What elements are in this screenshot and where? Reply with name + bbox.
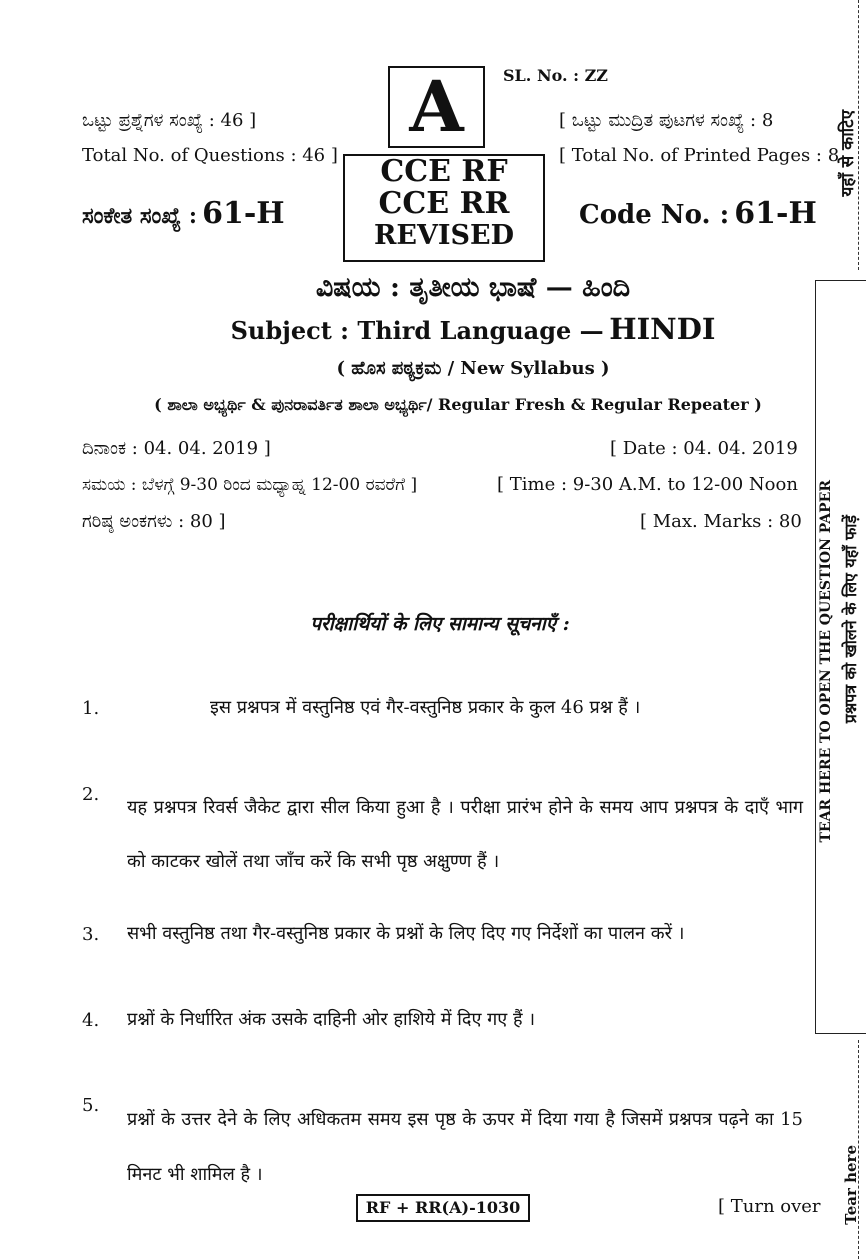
series-letter-box: A bbox=[388, 66, 485, 148]
questions-count-english: Total No. of Questions : 46 ] bbox=[82, 145, 338, 166]
tear-here-label: Tear here bbox=[842, 1145, 860, 1225]
instruction-number: 4. bbox=[82, 1010, 100, 1031]
code-number-english bbox=[579, 196, 817, 231]
instructions-heading: परीक्षार्थियों के लिए सामान्य सूचनाएँ : bbox=[310, 613, 570, 635]
instruction-number: 2. bbox=[82, 784, 100, 805]
subject-english bbox=[0, 312, 866, 346]
turn-over-label: [ Turn over bbox=[718, 1196, 821, 1217]
cut-here-label: यहाँ से काटिए bbox=[838, 110, 858, 197]
date-english: [ Date : 04. 04. 2019 bbox=[610, 438, 798, 459]
code-number-kannada bbox=[82, 196, 285, 231]
cce-line-2: CCE RR bbox=[378, 186, 510, 221]
instruction-text: इस प्रश्नपत्र में वस्तुनिष्ठ एवं गैर-वस्तुनिष्ठ प्रकार के कुल 46 प्रश्न हैं । bbox=[210, 697, 641, 718]
candidate-type-line: ( ಶಾಲಾ ಅಭ್ಯರ್ಥಿ & ಪುನರಾವರ್ತಿತ ಶಾಲಾ ಅಭ್ಯರ್ಥಿ/ Regular Fresh & Regular Repeater ) bbox=[154, 395, 762, 414]
cce-line-3: REVISED bbox=[373, 220, 515, 251]
printed-pages-english: [ Total No. of Printed Pages : 8 bbox=[559, 145, 840, 166]
instruction-number: 3. bbox=[82, 924, 100, 945]
date-kannada: ದಿನಾಂಕ : 04. 04. 2019 ] bbox=[82, 438, 271, 459]
instruction-number: 1. bbox=[82, 698, 100, 719]
instruction-text: प्रश्नों के निर्धारित अंक उसके दाहिनी ओर हाशिये में दिए गए हैं । bbox=[127, 1009, 536, 1030]
subject-prefix: Subject : Third Language — bbox=[230, 316, 604, 345]
printed-pages-kannada: [ ಒಟ್ಟು ಮುದ್ರಿತ ಪುಟಗಳ ಸಂಖ್ಯೆ : 8 bbox=[559, 110, 774, 131]
cce-line-1: CCE RF bbox=[380, 154, 508, 189]
time-kannada: ಸಮಯ : ಬೆಳಗ್ಗೆ 9-30 ರಿಂದ ಮಧ್ಯಾಹ್ನ 12-00 ರವರೆಗೆ ] bbox=[82, 475, 418, 495]
code-value-english: 61-H bbox=[734, 196, 817, 231]
instruction-text: यह प्रश्नपत्र रिवर्स जैकेट द्वारा सील किया हुआ है । परीक्षा प्रारंभ होने के समय आप प्रश्नपत्र के दाएँ भाग को काटकर खोलें तथा जाँच करें कि सभी पृष्ठ अक्षुण्ण हैं । bbox=[127, 797, 803, 872]
marks-english: [ Max. Marks : 80 bbox=[640, 511, 802, 532]
instruction-number: 5. bbox=[82, 1095, 100, 1116]
subject-kannada: ವಿಷಯ : ತೃತೀಯ ಭಾಷೆ — ಹಿಂದಿ bbox=[315, 272, 631, 303]
code-label-kannada: ಸಂಕೇತ ಸಂಖ್ಯೆ : bbox=[82, 203, 198, 229]
instruction-text: सभी वस्तुनिष्ठ तथा गैर-वस्तुनिष्ठ प्रकार के प्रश्नों के लिए दिए गए निर्देशों का पालन करें । bbox=[127, 923, 685, 944]
marks-kannada: ಗರಿಷ್ಠ ಅಂಕಗಳು : 80 ] bbox=[82, 511, 226, 532]
syllabus-line: ( ಹೊಸ ಪಠ್ಯಕ್ರಮ / New Syllabus ) bbox=[336, 358, 610, 379]
subject-name: HINDI bbox=[609, 312, 716, 346]
tear-here-hindi: प्रश्नपत्र को खोलने के लिए यहाँ फाड़ें bbox=[841, 515, 860, 724]
code-label-english: Code No. : bbox=[579, 200, 730, 230]
code-value-kannada: 61-H bbox=[202, 196, 285, 231]
questions-count-kannada: ಒಟ್ಟು ಪ್ರಶ್ನೆಗಳ ಸಂಖ್ಯೆ : 46 ] bbox=[82, 110, 257, 131]
paper-code-box: RF + RR(A)-1030 bbox=[356, 1194, 530, 1222]
instruction-text: प्रश्नों के उत्तर देने के लिए अधिकतम समय इस पृष्ठ के ऊपर में दिया गया है जिसमें प्रश्नपत्र पढ़ने का 15 मिनट भी शामिल है । bbox=[127, 1109, 803, 1185]
time-english: [ Time : 9-30 A.M. to 12-00 Noon bbox=[497, 474, 798, 495]
serial-number: SL. No. : ZZ bbox=[503, 66, 608, 85]
tear-here-english: TEAR HERE TO OPEN THE QUESTION PAPER bbox=[818, 480, 834, 843]
cce-box bbox=[343, 154, 545, 262]
